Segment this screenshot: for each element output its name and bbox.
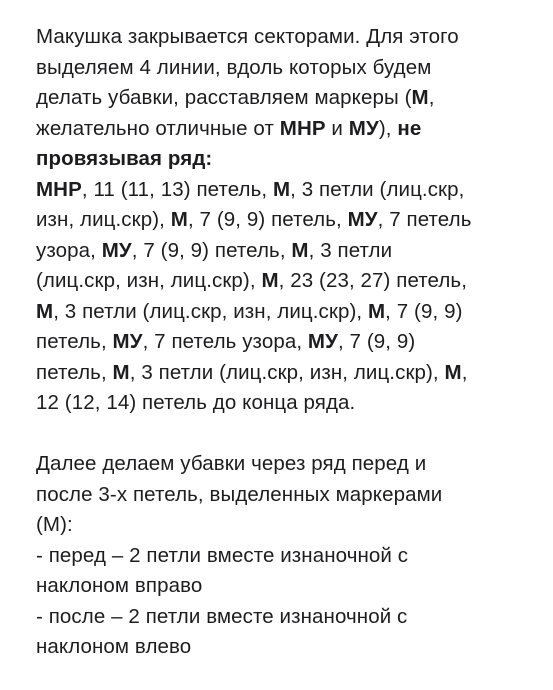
text-line <box>36 510 541 541</box>
bold-text-segment: М <box>112 360 130 384</box>
bold-text-segment: М <box>444 360 462 384</box>
bold-text-segment: МУ <box>101 238 132 262</box>
text-line <box>36 571 541 602</box>
text-line <box>36 22 541 53</box>
text-line <box>36 236 541 267</box>
bold-text-segment: М <box>170 208 188 231</box>
bold-text-segment: провязывая ряд: <box>36 147 213 170</box>
text-segment: и <box>325 116 349 140</box>
text-segment: Макушка закрывается секторами. Для этого <box>36 25 459 48</box>
text-segment: делать убавки, расставляем маркеры ( <box>36 86 412 109</box>
text-segment: выделяем 4 линии, вдоль которых будем <box>36 55 432 79</box>
text-segment: , 3 петли (лиц.скр, изн, лиц.скр), <box>53 299 368 323</box>
bold-text-segment: МУ <box>348 116 379 140</box>
text-line <box>36 175 541 206</box>
text-segment: наклоном вправо <box>36 574 203 597</box>
text-segment: , 7 (9, 9) петель, <box>131 238 292 262</box>
bold-text-segment: МУ <box>112 330 143 353</box>
text-segment: (лиц.скр, изн, лиц.скр), <box>36 269 262 292</box>
text-segment: - после – 2 петли вместе изнаночной с <box>36 604 408 628</box>
paragraph-decreases <box>36 449 541 663</box>
text-line <box>36 205 541 236</box>
text-segment: ), <box>378 116 398 140</box>
text-segment: петель, <box>36 330 113 353</box>
text-segment: 12 (12, 14) петель до конца ряда. <box>36 391 356 414</box>
text-line <box>36 480 541 511</box>
bold-text-segment: МНР <box>279 116 326 140</box>
bold-text-segment: не <box>397 116 422 140</box>
text-line <box>36 53 541 84</box>
text-segment: , 7 (9, 9) <box>337 330 416 353</box>
text-line <box>36 114 541 145</box>
text-segment: наклоном влево <box>36 635 192 658</box>
text-segment: (М): <box>36 513 73 536</box>
text-line <box>36 327 541 358</box>
text-line <box>36 449 541 480</box>
text-segment: , 3 петли <box>308 238 393 262</box>
text-segment: , 11 (11, 13) петель, <box>81 177 273 201</box>
text-segment: , 23 (23, 27) петель, <box>278 269 467 292</box>
bold-text-segment: М <box>367 299 386 323</box>
text-segment: - перед – 2 петли вместе изнаночной с <box>36 543 409 567</box>
paragraph-sectors-markers <box>36 22 541 419</box>
text-segment: , 7 петель узора, <box>142 330 308 353</box>
text-line <box>36 297 541 328</box>
text-line <box>36 83 541 114</box>
text-segment: , 7 петель <box>377 208 472 231</box>
text-line <box>36 602 541 633</box>
text-line <box>36 358 541 389</box>
text-segment: петель, <box>36 360 113 384</box>
bold-text-segment: М <box>272 177 291 201</box>
bold-text-segment: М <box>36 299 54 323</box>
bold-text-segment: М <box>261 269 279 292</box>
bold-text-segment: М <box>291 238 309 262</box>
text-segment: , <box>461 360 468 384</box>
text-segment: , 3 петли (лиц.скр, изн, лиц.скр), <box>129 360 445 384</box>
text-segment: , 7 (9, 9) <box>385 299 463 323</box>
text-line <box>36 541 541 572</box>
text-segment: желательно отличные от <box>36 116 280 140</box>
text-line <box>36 388 541 419</box>
bold-text-segment: М <box>411 86 429 109</box>
text-line <box>36 266 541 297</box>
bold-text-segment: МУ <box>347 208 378 231</box>
text-segment: Далее делаем убавки через ряд перед и <box>36 452 427 475</box>
text-segment: после 3-х петель, выделенных маркерами <box>36 482 443 506</box>
text-segment: , <box>428 86 435 109</box>
paragraph-gap <box>36 419 541 450</box>
bold-text-segment: МНР <box>36 177 82 201</box>
text-segment: узора, <box>36 238 102 262</box>
text-segment: , 3 петли (лиц.скр, <box>290 177 465 201</box>
text-line <box>36 144 541 175</box>
text-segment: , 7 (9, 9) петель, <box>187 208 348 231</box>
text-segment: изн, лиц.скр), <box>36 208 171 231</box>
bold-text-segment: МУ <box>307 330 338 353</box>
document-text <box>36 22 541 663</box>
text-line <box>36 632 541 663</box>
